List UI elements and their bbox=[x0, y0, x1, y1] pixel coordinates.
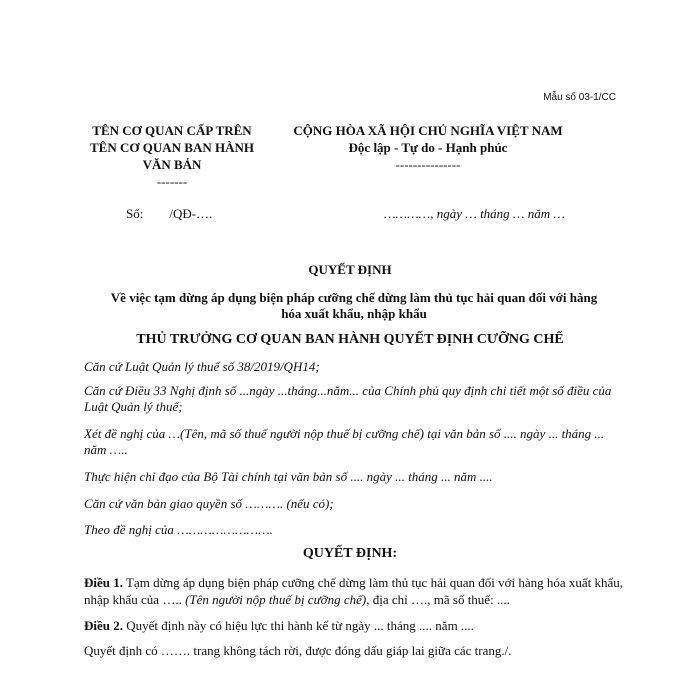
article-1-label: Điều 1. bbox=[84, 575, 123, 590]
issuing-agency-name: TÊN CƠ QUAN BAN HÀNH bbox=[90, 140, 254, 155]
article-1-text: Tạm dừng áp dụng biện pháp cưỡng chế dừng làm thủ tục hải quan đối với hàng hóa xuất khẩu, nhập khẩu của ….. bbox=[84, 575, 624, 607]
left-header-divider: ------- bbox=[156, 174, 188, 189]
decision-heading: QUYẾT ĐỊNH: bbox=[302, 546, 398, 561]
article-1-text-end: , địa chỉ …., mã số thuế: .... bbox=[366, 592, 510, 607]
closing-statement: Quyết định có ……. trang không tách rời, được đóng dấu giáp lai giữa các trang./. bbox=[84, 643, 512, 658]
legal-basis-4: Căn cứ văn bản giao quyền số ………. (nếu có); bbox=[84, 496, 334, 511]
subject-line-2: hóa xuất khẩu, nhập khẩu bbox=[281, 306, 427, 321]
article-2 bbox=[84, 617, 624, 634]
legal-basis-3: Thực hiện chỉ đạo của Bộ Tài chính tại văn bản số .... ngày ... tháng ... năm .... bbox=[84, 469, 493, 484]
article-2-label: Điều 2. bbox=[84, 618, 123, 633]
legal-basis-5: Theo đề nghị của ……………………. bbox=[84, 522, 273, 537]
document-date: …………, ngày … tháng … năm … bbox=[384, 206, 565, 221]
legal-basis-2: Xét đề nghị của …(Tên, mã số thuế người nộp thuế bị cưỡng chế) tại văn bản số .... ngày ... tháng ... năm ….. bbox=[84, 426, 605, 457]
superior-agency-name: TÊN CƠ QUAN CẤP TRÊN bbox=[92, 123, 252, 138]
right-header-divider: --------------- bbox=[395, 157, 461, 172]
issuing-agency-name-cont: VĂN BẢN bbox=[142, 157, 202, 172]
article-1-italic: (Tên người nộp thuế bị cưỡng chế) bbox=[185, 592, 367, 607]
national-motto: Độc lập - Tự do - Hạnh phúc bbox=[348, 140, 508, 155]
issuing-agency-header bbox=[70, 122, 274, 190]
document-number: Số: /QĐ-…. bbox=[126, 206, 213, 221]
document-subject bbox=[84, 290, 624, 322]
document-title: QUYẾT ĐỊNH bbox=[308, 262, 392, 277]
national-title: CỘNG HÒA XÃ HỘI CHỦ NGHĨA VIỆT NAM bbox=[293, 123, 563, 138]
article-2-text: Quyết định này có hiệu lực thi hành kể từ ngày ... tháng .... năm .... bbox=[123, 618, 474, 633]
legal-basis-0: Căn cứ Luật Quản lý thuế số 38/2019/QH14; bbox=[84, 359, 320, 374]
authority-heading: THỦ TRƯỞNG CƠ QUAN BAN HÀNH QUYẾT ĐỊNH CƯỠNG CHẾ bbox=[136, 332, 564, 347]
form-code: Mẫu số 03-1/CC bbox=[543, 92, 616, 103]
subject-line-1: Về việc tạm dừng áp dụng biện pháp cưỡng chế dừng làm thủ tục hải quan đối với hàng bbox=[110, 290, 598, 305]
national-header bbox=[270, 122, 586, 173]
legal-basis-1: Căn cứ Điều 33 Nghị định số ...ngày ...tháng...năm... của Chính phủ quy định chi tiết một số điều của Luật Quản lý thuế; bbox=[84, 383, 612, 414]
article-1 bbox=[84, 574, 624, 608]
